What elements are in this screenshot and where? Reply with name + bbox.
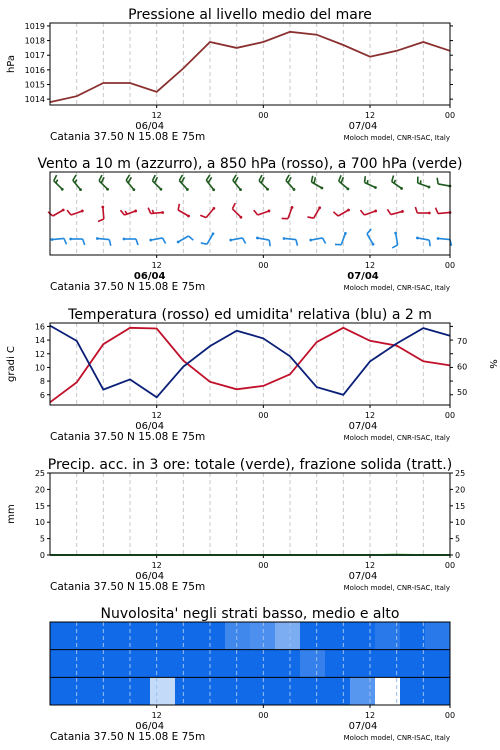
wind-barb <box>339 175 350 190</box>
footer-location: Catania 37.50 N 15.08 E 75m <box>50 131 206 143</box>
time-tick-label: 00 <box>444 561 456 570</box>
wind-barb-tip <box>374 186 377 189</box>
y-tick-label: 16 <box>34 322 45 332</box>
wind-barb-tip <box>229 239 232 242</box>
wind-barb-feather <box>178 204 179 210</box>
wind-barb-feather <box>339 175 341 181</box>
wind-barb-feather <box>189 236 194 240</box>
y-tick-label: 1017 <box>24 51 45 61</box>
cloud-cell <box>350 650 375 678</box>
footer-credit: Moloch model, CNR-ISAC, Italy <box>343 434 450 442</box>
cloud-cell <box>225 650 250 678</box>
cloud-cell <box>250 622 275 650</box>
wind-barb <box>51 238 67 244</box>
cloud-cell <box>200 622 225 650</box>
wind-barb-tip <box>79 188 82 191</box>
wind-barb-feather <box>311 176 312 182</box>
wind-barb-tip <box>149 239 152 242</box>
wind-barb-feather <box>365 176 366 182</box>
wind-barb-tip <box>428 212 431 215</box>
cloud-cell <box>150 677 175 705</box>
wind-barb-feather <box>152 175 155 181</box>
wind-barb <box>333 209 350 216</box>
series-line <box>50 326 450 398</box>
footer-location: Catania 37.50 N 15.08 E 75m <box>50 431 206 443</box>
wind-barb-feather <box>254 210 258 215</box>
wind-barb-feather <box>323 238 326 244</box>
wind-barb-tip <box>374 210 377 213</box>
wind-barb-feather <box>394 180 395 183</box>
wind-barb-feather <box>67 210 71 215</box>
wind-barb-feather <box>367 180 368 184</box>
wind-barb-feather <box>367 229 371 234</box>
y-axis-label: hPa <box>6 54 17 74</box>
wind-barb <box>206 175 215 191</box>
date-label: 07/04 <box>348 571 378 582</box>
panel-title: Temperatura (rosso) ed umidita' relativa (blu) a 2 m <box>68 307 432 323</box>
wind-barb <box>200 207 215 218</box>
wind-barb <box>98 206 104 222</box>
wind-barb-tip <box>268 210 271 213</box>
panel-wind <box>37 156 462 293</box>
wind-barb-staff <box>396 233 398 245</box>
wind-barb-staff <box>151 238 163 240</box>
cloud-cell <box>325 677 350 705</box>
series-line <box>50 32 450 102</box>
cloud-cell <box>125 677 150 705</box>
wind-barb <box>360 210 377 216</box>
wind-barb <box>73 175 82 191</box>
y-tick-label: 1018 <box>24 36 45 46</box>
wind-barb-tip <box>212 188 215 191</box>
cloud-cell <box>150 622 175 650</box>
wind-barb-feather <box>54 175 57 181</box>
wind-barb-feather <box>233 175 236 180</box>
cloud-cell <box>300 622 325 650</box>
time-tick-label: 00 <box>444 711 456 720</box>
y-tick-label: 25 <box>34 469 45 478</box>
wind-barb-tip <box>416 237 419 240</box>
wind-barb-feather <box>200 215 206 217</box>
wind-barb-tip <box>177 241 180 244</box>
cloud-cell <box>150 650 175 678</box>
wind-barb-feather <box>436 208 439 214</box>
footer-credit: Moloch model, CNR-ISAC, Italy <box>343 734 450 742</box>
wind-barb-feather <box>307 217 313 218</box>
wind-barb-tip <box>347 209 350 212</box>
wind-barb <box>418 177 431 189</box>
y-axis-label: mm <box>6 504 17 524</box>
time-tick-label: 00 <box>444 261 456 270</box>
series-line <box>50 328 450 403</box>
footer-location: Catania 37.50 N 15.08 E 75m <box>50 731 206 743</box>
y-tick-label: 15 <box>34 501 45 511</box>
wind-barb <box>367 229 374 246</box>
wind-barb-feather <box>64 238 67 244</box>
wind-barb-tip <box>400 187 403 190</box>
cloud-cell <box>275 677 300 705</box>
cloud-cell <box>225 622 250 650</box>
wind-barb-tip <box>212 207 215 210</box>
time-tick-label: 12 <box>151 111 162 120</box>
cloud-cell <box>350 622 375 650</box>
wind-barb-staff <box>438 212 450 213</box>
wind-barb-tip <box>372 243 375 246</box>
cloud-cell <box>300 650 325 678</box>
cloud-cell <box>425 650 450 678</box>
wind-barb <box>259 175 269 191</box>
cloud-cell <box>175 622 200 650</box>
wind-barb-feather <box>392 175 394 181</box>
wind-barb-tip <box>428 186 431 189</box>
cloud-cell <box>200 650 225 678</box>
wind-barb-staff <box>231 238 243 240</box>
wind-barb <box>282 206 294 219</box>
wind-barb-feather <box>83 239 85 245</box>
panel-title: Pressione al livello medio del mare <box>128 7 372 23</box>
wind-barb-staff <box>97 238 109 239</box>
wind-barb-feather <box>163 238 166 244</box>
wind-barb <box>149 238 165 244</box>
wind-barb-tip <box>61 188 64 191</box>
wind-barb-tip <box>160 188 163 191</box>
time-tick-label: 12 <box>364 561 376 570</box>
wind-barb <box>54 175 64 191</box>
wind-barb-feather <box>109 240 110 246</box>
wind-barb <box>152 175 162 191</box>
plot-frame <box>50 23 450 105</box>
y-tick-label: 10 <box>34 363 45 373</box>
wind-barb <box>148 208 164 214</box>
time-tick-label: 12 <box>364 111 376 120</box>
y-tick-label-right: 50 <box>457 388 468 398</box>
wind-barb-tip <box>62 209 65 212</box>
wind-barb-tip <box>347 187 350 190</box>
y-tick-label: 12 <box>34 349 45 359</box>
cloud-cell <box>400 650 425 678</box>
wind-barb <box>178 204 190 218</box>
footer-credit: Moloch model, CNR-ISAC, Italy <box>343 134 450 142</box>
wind-barb <box>437 178 451 188</box>
date-label: 07/04 <box>348 721 378 732</box>
footer-location: Catania 37.50 N 15.08 E 75m <box>50 581 206 593</box>
panel-pressure <box>6 7 455 143</box>
panel-title: Precip. acc. in 3 ore: totale (verde), frazione solida (tratt.) <box>47 457 453 473</box>
time-tick-label: 00 <box>444 411 456 420</box>
date-label: 07/04 <box>348 121 378 132</box>
wind-barb <box>392 175 403 189</box>
wind-barb <box>67 210 84 216</box>
cloud-cell <box>50 622 75 650</box>
wind-barb-tip <box>187 215 190 218</box>
cloud-cell <box>75 677 100 705</box>
y-tick-label: 1016 <box>24 65 45 75</box>
wind-barb-feather <box>392 245 398 248</box>
wind-barb <box>437 237 452 246</box>
wind-barb-tip <box>212 232 215 235</box>
wind-barb <box>229 238 245 244</box>
wind-barb-staff <box>103 207 104 219</box>
wind-barb-tip <box>134 210 137 213</box>
cloud-cell <box>250 650 275 678</box>
wind-barb-tip <box>239 188 242 191</box>
panel-title: Vento a 10 m (azzurro), a 850 hPa (rosso), a 700 hPa (verde) <box>37 156 463 172</box>
date-label: 06/04 <box>135 721 165 732</box>
cloud-cell <box>275 650 300 678</box>
cloud-cell <box>125 622 150 650</box>
wind-barb-feather <box>314 177 315 183</box>
y-tick-label-right: 0 <box>455 551 461 560</box>
cloud-cell <box>250 677 275 705</box>
y-tick-label-right: 5 <box>455 534 461 544</box>
y-tick-label-right: 10 <box>455 518 466 528</box>
wind-barb-tip <box>161 211 164 214</box>
panel-temp_rh <box>6 307 498 443</box>
wind-barb <box>233 175 242 191</box>
wind-barb-feather <box>73 175 76 180</box>
wind-barb-feather <box>125 211 127 214</box>
wind-barb-staff <box>284 238 296 239</box>
wind-barb-tip <box>266 188 269 191</box>
wind-barb-feather <box>99 175 102 181</box>
panel-clouds <box>50 606 455 743</box>
date-label: 06/04 <box>135 421 165 432</box>
time-tick-label: 00 <box>258 411 269 420</box>
y-tick-label-right: 20 <box>455 485 466 495</box>
wind-barb-staff <box>438 238 450 239</box>
cloud-cell <box>425 622 450 650</box>
y-tick-label: 14 <box>34 336 45 346</box>
wind-barb-feather <box>243 238 246 244</box>
date-label: 06/04 <box>135 571 165 582</box>
wind-barb-feather <box>360 210 364 215</box>
wind-barb-tip <box>123 238 126 241</box>
y-tick-label-right: 15 <box>455 501 466 511</box>
wind-barb <box>120 210 137 216</box>
wind-barb-tip <box>344 232 347 235</box>
time-tick-label: 12 <box>151 411 162 420</box>
cloud-cell <box>200 677 225 705</box>
wind-barb-staff <box>151 212 163 213</box>
y-tick-label: 10 <box>34 518 45 528</box>
wind-barb <box>335 232 347 245</box>
y-tick-label-right: 25 <box>455 469 466 478</box>
wind-barb <box>436 208 452 214</box>
cloud-cell <box>125 650 150 678</box>
wind-barb-staff <box>417 238 429 240</box>
wind-barb-tip <box>51 238 54 241</box>
time-tick-label: 12 <box>364 711 376 720</box>
cloud-cell <box>75 622 100 650</box>
wind-barb-tip <box>309 239 312 242</box>
y-tick-label: 5 <box>39 534 45 544</box>
cloud-cell <box>400 677 425 705</box>
y-tick-label: 20 <box>34 485 45 495</box>
wind-barb-feather <box>437 178 438 184</box>
date-label: 07/04 <box>347 271 379 282</box>
time-tick-label: 00 <box>258 261 269 270</box>
cloud-cell <box>325 622 350 650</box>
wind-barb-feather <box>296 240 297 246</box>
wind-barb <box>254 210 271 216</box>
wind-barb <box>309 238 325 244</box>
date-label: 06/04 <box>135 121 165 132</box>
cloud-cell <box>175 677 200 705</box>
wind-barb-staff <box>311 238 323 240</box>
date-label: 07/04 <box>348 421 378 432</box>
y-tick-label: 0 <box>39 551 45 560</box>
y-tick-label-right: 60 <box>457 362 468 372</box>
wind-barb-staff <box>54 181 62 189</box>
time-tick-label: 12 <box>151 561 162 570</box>
wind-barb-feather <box>56 180 58 183</box>
y-tick-label-right: 70 <box>457 336 468 346</box>
wind-barb-feather <box>429 240 430 246</box>
time-tick-label: 00 <box>258 111 269 120</box>
panel-title: Nuvolosita' negli strati basso, medio e alto <box>100 606 400 622</box>
wind-barb <box>392 232 398 248</box>
wind-barb-feather <box>120 210 124 215</box>
wind-barb <box>387 209 403 214</box>
cloud-cell <box>425 677 450 705</box>
cloud-cell <box>400 622 425 650</box>
wind-barb <box>201 232 215 244</box>
wind-barb-tip <box>283 237 286 240</box>
wind-barb-tip <box>293 188 296 191</box>
wind-barb <box>311 176 323 190</box>
wind-barb-staff <box>257 238 269 240</box>
wind-barb-feather <box>415 207 417 213</box>
wind-barb-feather <box>286 175 289 181</box>
wind-barb <box>179 175 188 191</box>
wind-barb <box>48 209 65 216</box>
y-tick-label: 1015 <box>24 80 45 90</box>
wind-barb <box>126 175 135 191</box>
wind-barb-tip <box>240 216 243 219</box>
wind-barb-feather <box>201 243 207 244</box>
time-tick-label: 00 <box>444 111 456 120</box>
wind-barb-tip <box>106 188 109 191</box>
time-tick-label: 12 <box>151 711 162 720</box>
time-tick-label: 12 <box>364 261 376 270</box>
wind-barb-feather <box>126 175 129 180</box>
cloud-cell <box>300 677 325 705</box>
wind-barb-tip <box>320 187 323 190</box>
wind-barb-tip <box>132 188 135 191</box>
wind-barb <box>365 176 377 189</box>
wind-barb-tip <box>256 237 259 240</box>
y-tick-label: 1014 <box>24 95 45 105</box>
wind-barb <box>177 236 194 243</box>
wind-barb-feather <box>387 209 390 214</box>
wind-barb-feather <box>179 175 182 181</box>
date-label: 06/04 <box>133 271 166 282</box>
wind-barb-staff <box>438 184 450 186</box>
wind-barb-tip <box>401 210 404 213</box>
wind-barb <box>286 175 295 191</box>
wind-barb-tip <box>394 232 397 235</box>
wind-barb-staff <box>53 210 63 216</box>
cloud-cell <box>325 650 350 678</box>
time-tick-label: 12 <box>151 261 162 270</box>
footer-credit: Moloch model, CNR-ISAC, Italy <box>343 284 450 292</box>
wind-barb-tip <box>69 238 72 241</box>
wind-barb-tip <box>318 206 321 209</box>
y-tick-label: 6 <box>39 390 45 400</box>
cloud-cell <box>275 622 300 650</box>
footer-credit: Moloch model, CNR-ISAC, Italy <box>343 584 450 592</box>
wind-barb-tip <box>101 206 104 209</box>
cloud-cell <box>350 677 375 705</box>
y-axis-label: gradi C <box>6 346 17 382</box>
time-tick-label: 00 <box>258 711 269 720</box>
wind-barb-feather <box>148 208 151 214</box>
wind-barb-feather <box>333 212 338 216</box>
cloud-cell <box>225 677 250 705</box>
wind-barb <box>232 203 242 219</box>
wind-barb <box>99 175 109 191</box>
plot-frame <box>50 473 450 555</box>
time-tick-label: 00 <box>258 561 269 570</box>
wind-barb-tip <box>96 237 99 240</box>
wind-barb-tip <box>81 210 84 213</box>
y-tick-label: 1019 <box>24 21 45 31</box>
wind-barb-feather <box>206 175 209 180</box>
wind-barb <box>307 206 321 218</box>
wind-barb-staff <box>52 238 64 239</box>
wind-barb-feather <box>136 239 138 245</box>
cloud-cell <box>50 650 75 678</box>
time-tick-label: 12 <box>364 411 376 420</box>
wind-barb-feather <box>269 240 270 246</box>
footer-location: Catania 37.50 N 15.08 E 75m <box>50 281 206 293</box>
panel-precip <box>6 457 465 593</box>
cloud-cell <box>75 650 100 678</box>
wind-barb-tip <box>186 188 189 191</box>
wind-barb-feather <box>259 175 262 181</box>
wind-barb-tip <box>437 237 440 240</box>
y-axis-label-right: % <box>487 359 498 369</box>
wind-barb-tip <box>291 206 294 209</box>
cloud-cell <box>175 650 200 678</box>
wind-barb-feather <box>232 203 235 209</box>
y-tick-label: 8 <box>39 377 45 387</box>
cloud-cell <box>50 677 75 705</box>
